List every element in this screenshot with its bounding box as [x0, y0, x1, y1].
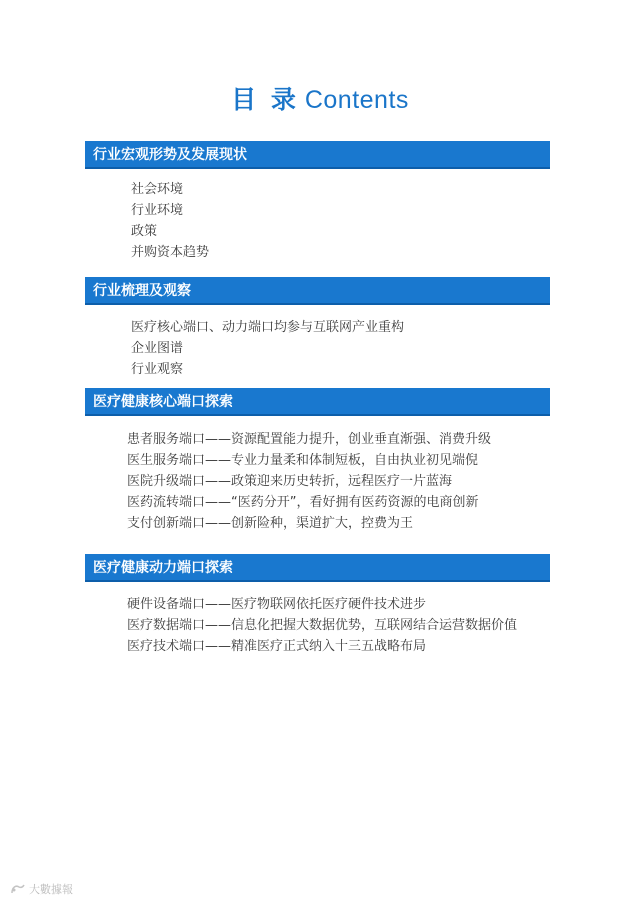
section-2-list [131, 317, 404, 380]
toc-item[interactable]: 医生服务端口——专业力量柔和体制短板，自由执业初见端倪 [127, 453, 479, 468]
toc-item[interactable]: 行业观察 [131, 362, 184, 377]
toc-item[interactable]: 医疗核心端口、动力端口均参与互联网产业重构 [131, 320, 405, 335]
toc-item[interactable]: 硬件设备端口——医疗物联网依托医疗硬件技术进步 [127, 597, 427, 612]
toc-item[interactable]: 医院升级端口——政策迎来历史转折，远程医疗一片蓝海 [127, 474, 453, 489]
page-title-cn: 目 录 [231, 85, 299, 114]
watermark-text: 大數據報 [29, 883, 73, 896]
toc-item[interactable]: 政策 [131, 224, 158, 239]
section-heading-1[interactable]: 行业宏观形势及发展现状 [85, 141, 550, 169]
toc-item[interactable]: 医药流转端口——“医药分开”，看好拥有医药资源的电商创新 [127, 495, 479, 510]
section-1-list [131, 179, 209, 263]
section-3-list [127, 429, 491, 534]
toc-item[interactable]: 行业环境 [131, 203, 184, 218]
page-title-en: Contents [304, 86, 409, 114]
watermark [10, 881, 73, 897]
watermark-logo-icon [10, 883, 26, 895]
toc-item[interactable]: 医疗数据端口——信息化把握大数据优势，互联网结合运营数据价值 [127, 618, 518, 633]
toc-item[interactable]: 支付创新端口——创新险种，渠道扩大，控费为王 [127, 516, 414, 531]
toc-item[interactable]: 企业图谱 [131, 341, 184, 356]
toc-item[interactable]: 患者服务端口——资源配置能力提升，创业垂直渐强、消费升级 [127, 432, 492, 447]
page-title [0, 80, 640, 116]
toc-item[interactable]: 医疗技术端口——精准医疗正式纳入十三五战略布局 [127, 639, 427, 654]
toc-item[interactable]: 社会环境 [131, 182, 184, 197]
section-heading-2[interactable]: 行业梳理及观察 [85, 277, 550, 305]
section-heading-4[interactable]: 医疗健康动力端口探索 [85, 554, 550, 582]
section-heading-3[interactable]: 医疗健康核心端口探索 [85, 388, 550, 416]
section-4-list [127, 594, 517, 657]
toc-item[interactable]: 并购资本趋势 [131, 245, 210, 260]
